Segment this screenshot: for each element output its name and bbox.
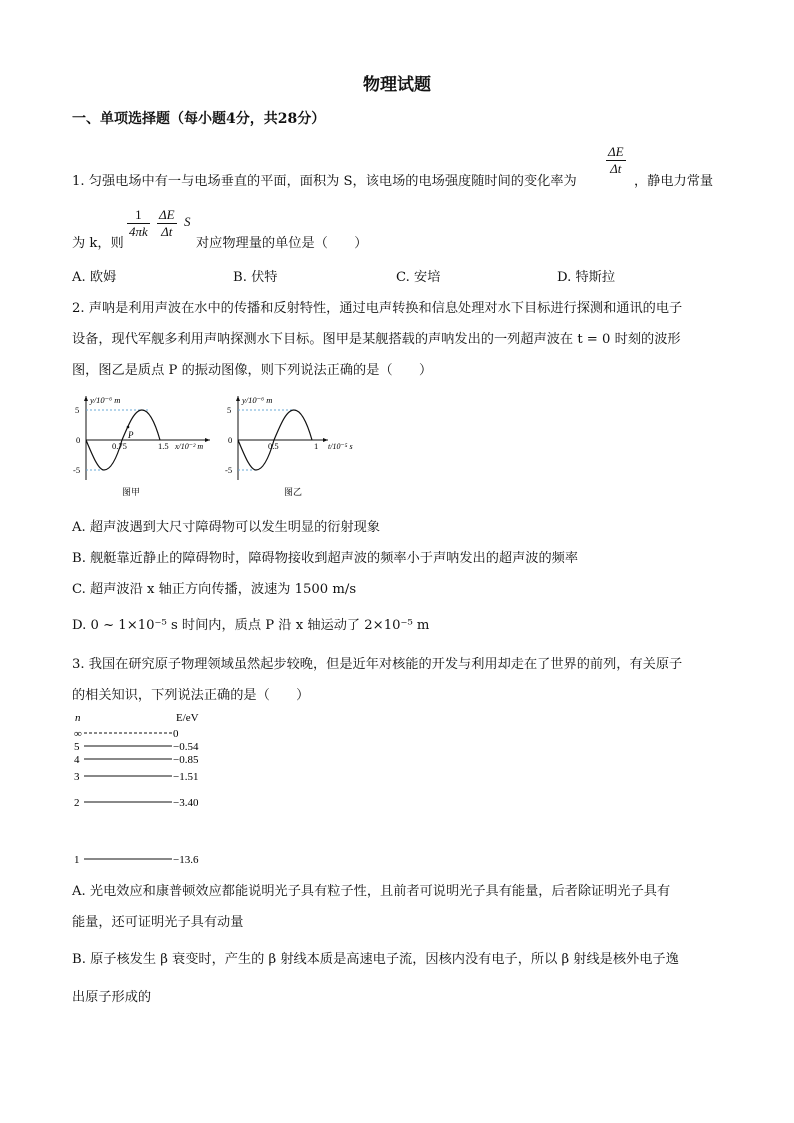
q2-line2: 设备，现代军舰多利用声呐探测水下目标。图甲是某舰搭载的声呐发出的一列超声波在 t = 0 时刻的波形 <box>72 332 681 347</box>
fig1-y-label: y/10⁻⁶ m <box>90 395 121 405</box>
q1-line1-text: 1. 匀强电场中有一与电场垂直的平面，面积为 S，该电场的电场强度随时间的变化率为 <box>72 174 577 189</box>
q1-frac2-denominator: 4πk <box>129 224 148 239</box>
levels-n-label: n <box>75 712 81 724</box>
fig2-tick-neg: -5 <box>225 465 233 475</box>
fig1-tick-neg: -5 <box>73 465 81 475</box>
q3-option-b-line1[interactable]: B. 原子核发生 β 衰变时，产生的 β 射线本质是高速电子流，因核内没有电子，所以 β 射线是核外电子逸 <box>72 952 679 967</box>
q1-option-b[interactable]: B. 伏特 <box>233 270 278 285</box>
level-2-n: 2 <box>74 797 80 809</box>
q1-frac1-numerator: ΔE <box>608 144 624 159</box>
q2-option-d[interactable]: D. 0 ~ 1×10⁻⁵ s 时间内，质点 P 沿 x 轴运动了 2×10⁻⁵ m <box>72 618 430 633</box>
q3-option-a-line1[interactable]: A. 光电效应和康普顿效应都能说明光子具有粒子性，且前者可说明光子具有能量，后者除证明光子具有 <box>72 884 671 899</box>
fig1-tick-pos: 5 <box>75 405 80 415</box>
fig2-t-label: t/10⁻⁵ s <box>328 442 353 451</box>
fig1-y-arrow <box>84 396 88 401</box>
fig1-point-p <box>127 426 130 429</box>
fig2-y-label: y/10⁻⁶ m <box>242 395 273 405</box>
level-4-e: −0.85 <box>173 754 199 766</box>
q1-option-a[interactable]: A. 欧姆 <box>72 270 117 285</box>
q3-option-b-line2: 出原子形成的 <box>72 990 152 1005</box>
level-3-n: 3 <box>74 771 80 783</box>
q2-line1: 2. 声呐是利用声波在水中的传播和反射特性，通过电声转换和信息处理对水下目标进行探测和通讯的电子 <box>72 301 683 316</box>
q1-line1 <box>72 170 577 189</box>
level-5-n: 5 <box>74 741 80 753</box>
level-5-e: −0.54 <box>173 741 199 753</box>
q2-option-a[interactable]: A. 超声波遇到大尺寸障碍物可以发生明显的衍射现象 <box>72 520 381 535</box>
q1-option-d[interactable]: D. 特斯拉 <box>557 270 616 285</box>
fig2-origin: 0 <box>228 435 233 445</box>
q2-option-b[interactable]: B. 舰艇靠近静止的障碍物时，障碍物接收到超声波的频率小于声呐发出的超声波的频率 <box>72 551 579 566</box>
fig1-origin: 0 <box>76 435 81 445</box>
fig1-caption: 图甲 <box>122 487 141 497</box>
q2-option-c[interactable]: C. 超声波沿 x 轴正方向传播，波速为 1500 m/s <box>72 582 357 597</box>
fig2-tick-pos: 5 <box>227 405 232 415</box>
page-title: 物理试题 <box>363 75 431 95</box>
q3-line1: 3. 我国在研究原子物理领域虽然起步较晚，但是近年对核能的开发与利用却走在了世界的前列，有关原子 <box>72 657 683 672</box>
fig1-x-tick-1: 0.75 <box>112 441 127 451</box>
figure-wave-graph <box>72 392 222 502</box>
q1-symbol-s: S <box>184 214 191 229</box>
q3-line2: 的相关知识，下列说法正确的是（ ） <box>72 688 310 703</box>
q3-option-a-line2: 能量，还可证明光子具有动量 <box>72 915 244 930</box>
fig2-y-arrow <box>236 396 240 401</box>
q1-line2-tail: 对应物理量的单位是（ ） <box>196 236 368 251</box>
fig1-x-tick-2: 1.5 <box>158 441 169 451</box>
fig2-t-tick-1: 0.5 <box>268 441 279 451</box>
section-heading: 一、单项选择题（每小题4分，共28分） <box>72 111 326 127</box>
level-4-n: 4 <box>74 754 80 766</box>
q1-fraction-1-4pik <box>127 207 150 240</box>
level-1-e: −13.6 <box>173 854 199 866</box>
fig2-caption: 图乙 <box>284 487 303 497</box>
q1-line2-pre: 为 k，则 <box>72 236 124 251</box>
q1-option-c[interactable]: C. 安培 <box>396 270 441 285</box>
fig1-x-arrow <box>205 438 210 442</box>
q2-line3: 图，图乙是质点 P 的振动图像，则下列说法正确的是（ ） <box>72 363 433 378</box>
q1-frac1-denominator: Δt <box>610 161 622 176</box>
level-inf-e: 0 <box>173 728 179 740</box>
q1-frac2-numerator: 1 <box>127 207 150 224</box>
level-1-n: 1 <box>74 854 80 866</box>
levels-e-label: E/eV <box>176 712 199 724</box>
q1-frac3-numerator: ΔE <box>159 207 175 222</box>
energy-level-diagram <box>70 708 230 870</box>
fig1-point-label: P <box>128 430 134 440</box>
figure-vibration-graph <box>224 392 374 502</box>
level-2-e: −3.40 <box>173 797 199 809</box>
q1-fraction-de-dt-2 <box>157 207 177 240</box>
level-inf-n: ∞ <box>74 728 82 740</box>
q1-line1-tail: ，静电力常量 <box>634 174 714 189</box>
level-3-e: −1.51 <box>173 771 199 783</box>
q1-frac3-denominator: Δt <box>161 224 173 239</box>
q1-fraction-de-dt <box>606 144 626 177</box>
fig1-x-label: x/10⁻² m <box>175 442 204 451</box>
fig2-t-tick-2: 1 <box>314 441 319 451</box>
